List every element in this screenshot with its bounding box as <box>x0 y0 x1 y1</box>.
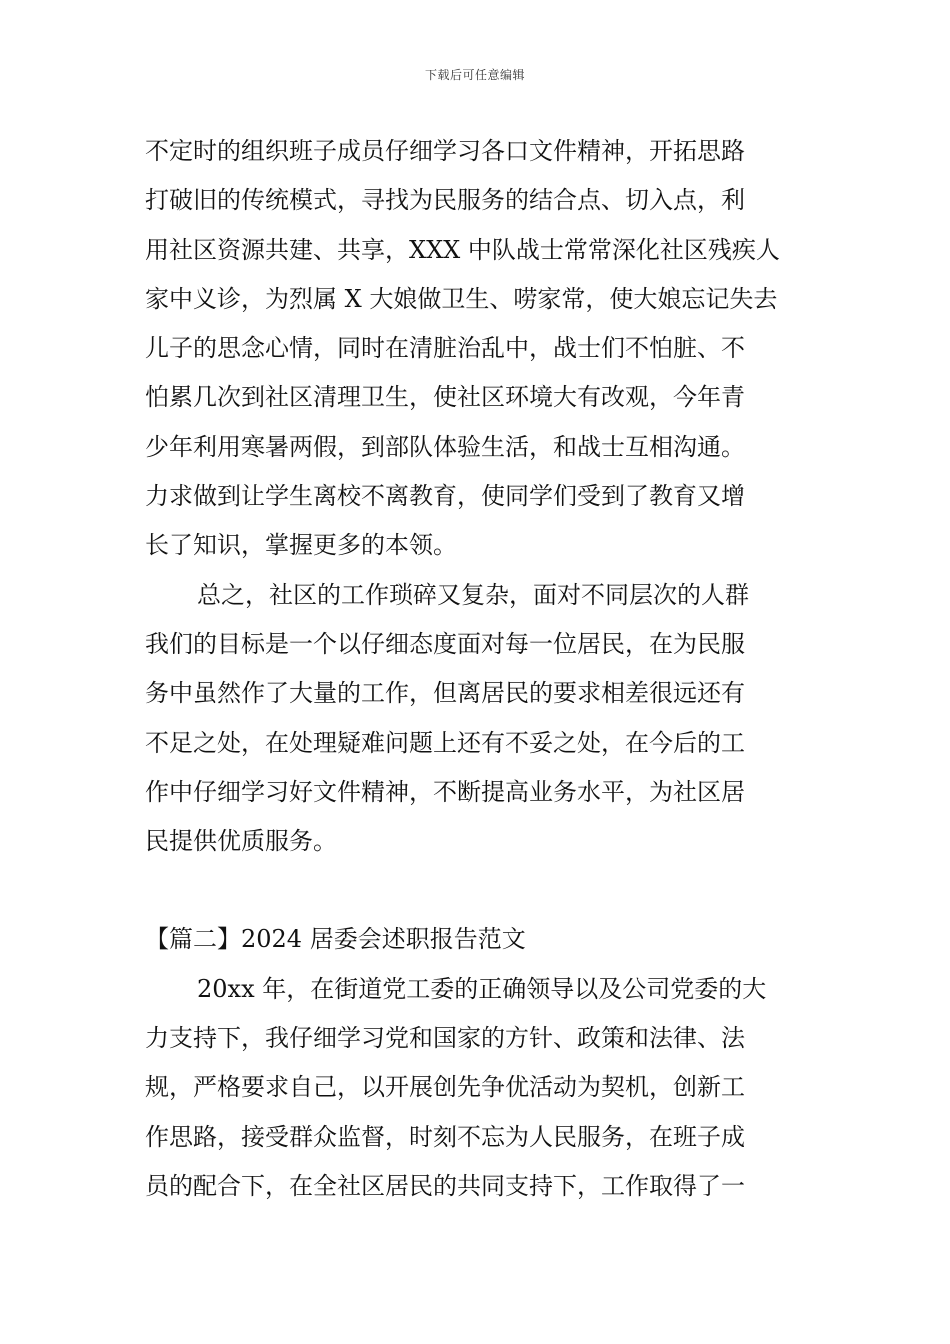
text-line: 不足之处，在处理疑难问题上还有不妥之处，在今后的工 <box>145 728 745 757</box>
section-title: 【篇二】2024 居委会述职报告范文 <box>145 925 526 954</box>
text-line: 员的配合下，在全社区居民的共同支持下，工作取得了一 <box>145 1171 745 1200</box>
text-line: 总之，社区的工作琐碎又复杂，面对不同层次的人群 <box>197 580 749 609</box>
page-header-note: 下载后可任意编辑 <box>424 68 525 82</box>
document-body <box>145 127 810 1211</box>
text-line: 我们的目标是一个以仔细态度面对每一位居民，在为民服 <box>145 629 745 658</box>
text-line: 作中仔细学习好文件精神，不断提高业务水平，为社区居 <box>145 777 745 806</box>
paragraph-gap <box>145 866 810 915</box>
text-line: 怕累几次到社区清理卫生，使社区环境大有改观，今年青 <box>145 383 745 412</box>
text-line: 打破旧的传统模式，寻找为民服务的结合点、切入点，利 <box>145 186 745 215</box>
text-line: 少年利用寒暑两假，到部队体验生活，和战士互相沟通。 <box>145 432 745 461</box>
text-line: 20xx 年，在街道党工委的正确领导以及公司党委的大 <box>197 974 767 1003</box>
text-line: 作思路，接受群众监督，时刻不忘为人民服务，在班子成 <box>145 1122 745 1151</box>
text-line: 民提供优质服务。 <box>145 827 337 856</box>
paragraph-1 <box>145 127 810 571</box>
text-line: 规，严格要求自己，以开展创先争优活动为契机，创新工 <box>145 1073 745 1102</box>
text-line: 用社区资源共建、共享，XXX 中队战士常常深化社区残疾人 <box>145 235 780 264</box>
text-line: 长了知识，掌握更多的本领。 <box>145 531 457 560</box>
paragraph-3 <box>145 965 810 1211</box>
text-line: 力支持下，我仔细学习党和国家的方针、政策和法律、法 <box>145 1024 745 1053</box>
text-line: 力求做到让学生离校不离教育，使同学们受到了教育又增 <box>145 482 745 511</box>
text-line: 儿子的思念心情，同时在清脏治乱中，战士们不怕脏、不 <box>145 334 745 363</box>
text-line: 家中义诊，为烈属 X 大娘做卫生、唠家常，使大娘忘记失去 <box>145 284 778 313</box>
text-line: 务中虽然作了大量的工作，但离居民的要求相差很远还有 <box>145 679 745 708</box>
paragraph-2 <box>145 571 810 867</box>
text-line: 不定时的组织班子成员仔细学习各口文件精神，开拓思路 <box>145 137 745 165</box>
